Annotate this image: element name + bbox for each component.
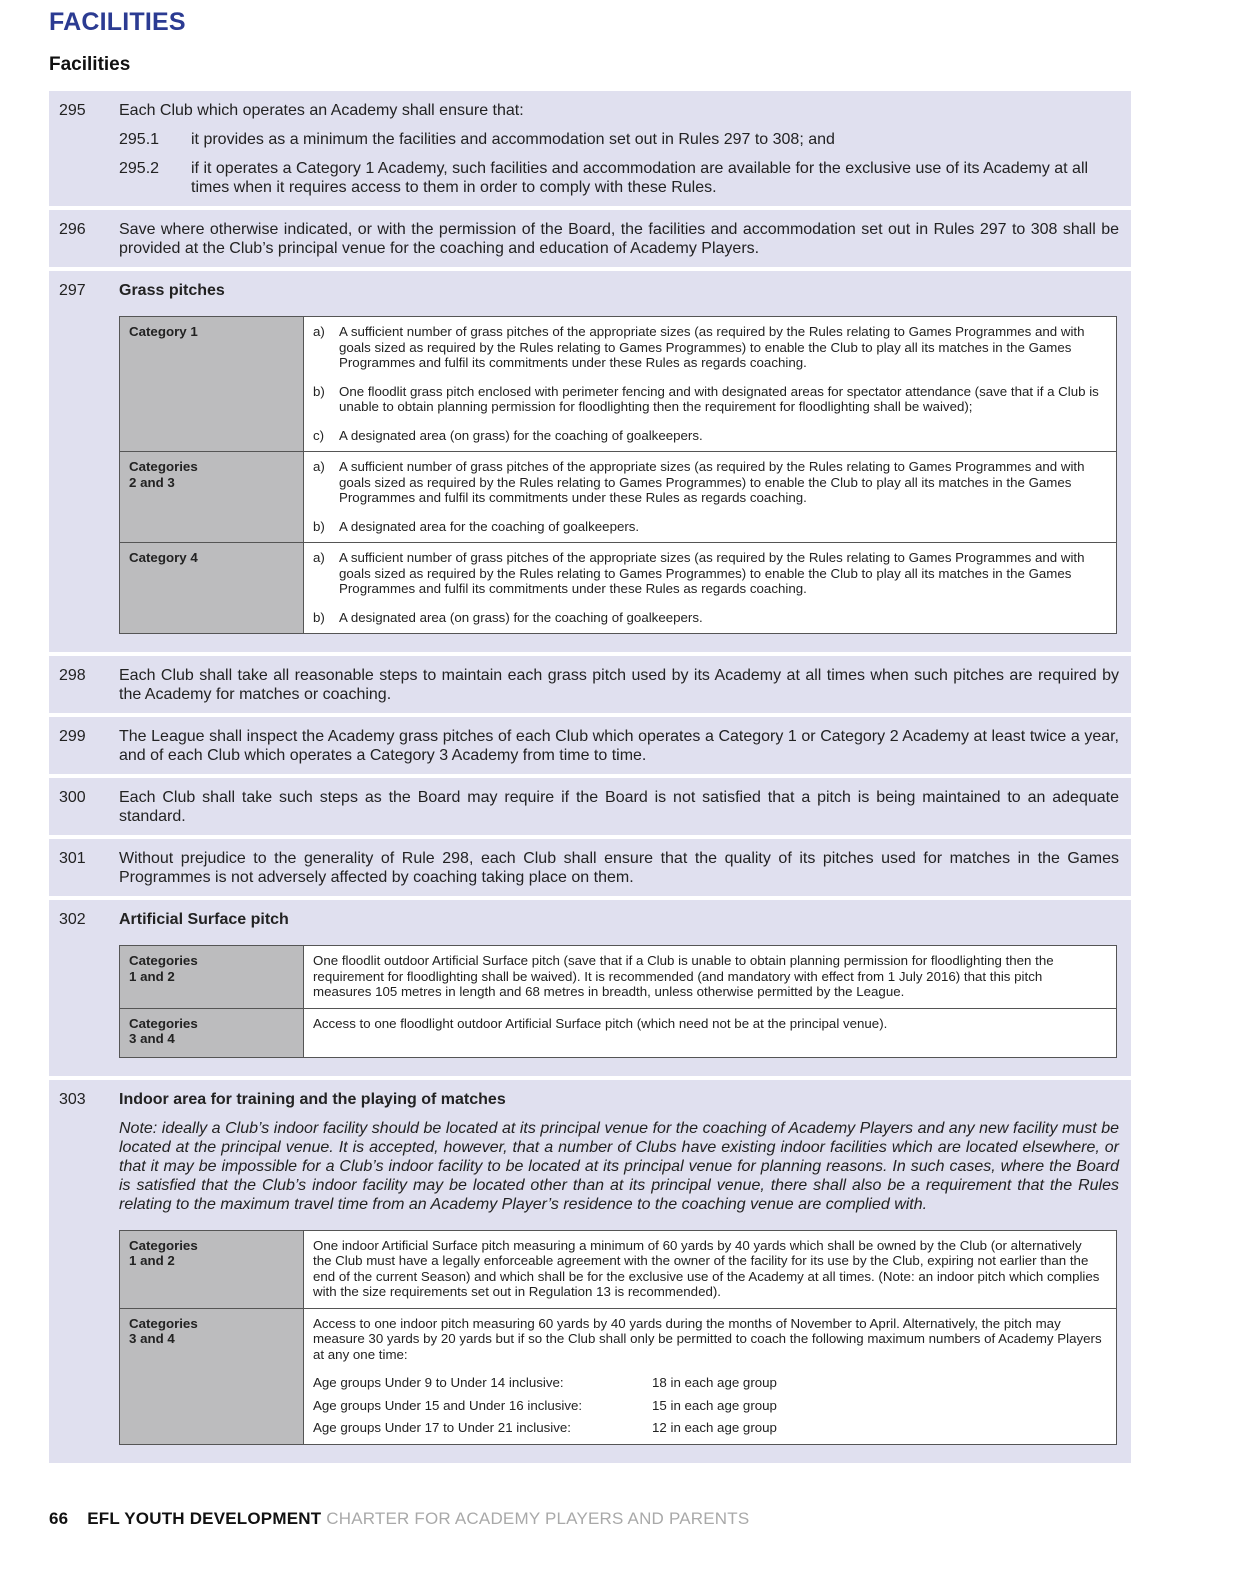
rule-number: 299 xyxy=(59,728,86,745)
requirement-item: b) One floodlit grass pitch enclosed with perimeter fencing and with designated areas for spectator attendance (save that if a Club is unable to obtain planning permission for floodlighting then the requirement for floodlighting shall be waived); xyxy=(313,383,1099,414)
rule-299 xyxy=(49,717,1131,774)
footer-subtitle: CHARTER FOR ACADEMY PLAYERS AND PARENTS xyxy=(326,1509,750,1528)
requirement-item: a) A sufficient number of grass pitches of the appropriate sizes (as required by the Rules relating to Games Programmes and with goals sized as required by the Rules relating to Games Programmes) to enable the Club to play all its matches in the Games Programmes and fulfil its commitments under these Rules as regards coaching. xyxy=(313,459,1085,505)
sub-rule-295-1 xyxy=(119,130,1119,149)
sub-rule-number: 295.1 xyxy=(119,131,160,148)
rule-number: 300 xyxy=(59,789,86,806)
rule-298 xyxy=(49,656,1131,713)
requirement-item: a) A sufficient number of grass pitches of the appropriate sizes (as required by the Rules relating to Games Programmes and with goals sized as required by the Rules relating to Games Programmes) to enable the Club to play all its matches in the Games Programmes and fulfil its commitments under these Rules as regards coaching. xyxy=(313,324,1085,370)
rule-number: 295 xyxy=(59,102,86,119)
table-row xyxy=(120,946,1117,1009)
category-cell: Categories 2 and 3 xyxy=(120,452,304,543)
rule-heading: Artificial Surface pitch xyxy=(119,911,289,928)
table-row xyxy=(120,452,1117,543)
requirement-cell: One floodlit outdoor Artificial Surface pitch (save that if a Club is unable to obtain planning permission for floodlighting then the requirement for floodlighting shall be waived). It is recommended (and mandatory with effect from 1 July 2016) that this pitch measures 105 metres in length and 68 metres in breadth, unless otherwise permitted by the League. xyxy=(304,946,1117,1009)
table-row xyxy=(120,1008,1117,1057)
requirement-cell xyxy=(304,1308,1117,1444)
section-title: Facilities xyxy=(49,54,131,75)
requirement-text: Access to one indoor pitch measuring 60 yards by 40 yards during the months of November to April. Alternatively, the pitch may measure 30 yards by 20 yards but if so the Club shall only be permitted to coach the following maximum numbers of Academy Players at any one time: xyxy=(313,1315,1102,1362)
rule-number: 297 xyxy=(59,282,86,299)
age-group-row: Age groups Under 17 to Under 21 inclusive: 12 in each age group xyxy=(313,1420,777,1435)
rule-text: Save where otherwise indicated, or with the permission of the Board, the facilities and accommodation set out in Rules 297 to 308 shall be provided at the Club’s principal venue for the coaching and education of Academy Players. xyxy=(119,221,1119,257)
requirement-cell xyxy=(304,543,1117,634)
age-group-row: Age groups Under 15 and Under 16 inclusive: 15 in each age group xyxy=(313,1397,777,1413)
table-row xyxy=(120,543,1117,634)
table-row xyxy=(120,317,1117,452)
rule-text: Without prejudice to the generality of Rule 298, each Club shall ensure that the quality of its pitches used for matches in the Games Programmes is not adversely affected by coaching taking place on them. xyxy=(119,850,1119,886)
requirement-item: c) A designated area (on grass) for the coaching of goalkeepers. xyxy=(313,427,703,443)
rule-295 xyxy=(49,91,1131,206)
category-cell: Categories 3 and 4 xyxy=(120,1308,304,1444)
rule-text: Each Club shall take such steps as the Board may require if the Board is not satisfied that a pitch is being maintained to an adequate standard. xyxy=(119,789,1119,825)
requirement-cell xyxy=(304,317,1117,452)
table-row xyxy=(120,1230,1117,1308)
footer-brand: EFL YOUTH DEVELOPMENT xyxy=(87,1509,322,1528)
rule-number: 301 xyxy=(59,850,86,867)
rule-303 xyxy=(49,1080,1131,1463)
rule-301 xyxy=(49,839,1131,896)
requirement-item: a) A sufficient number of grass pitches of the appropriate sizes (as required by the Rules relating to Games Programmes and with goals sized as required by the Rules relating to Games Programmes) to enable the Club to play all its matches in the Games Programmes and fulfil its commitments under these Rules as regards coaching. xyxy=(313,550,1085,596)
rule-296 xyxy=(49,210,1131,267)
page-footer xyxy=(49,1509,749,1529)
grass-pitches-table xyxy=(119,316,1117,634)
rule-302 xyxy=(49,900,1131,1076)
category-cell: Categories 1 and 2 xyxy=(120,946,304,1009)
sub-rule-number: 295.2 xyxy=(119,160,160,177)
rule-text: The League shall inspect the Academy grass pitches of each Club which operates a Category 1 or Category 2 Academy at least twice a year, and of each Club which operates a Category 3 Academy from time to time. xyxy=(119,728,1119,764)
rule-heading: Indoor area for training and the playing of matches xyxy=(119,1090,506,1108)
table-row xyxy=(120,1308,1117,1444)
rule-text: Each Club shall take all reasonable steps to maintain each grass pitch used by its Academy at all times when such pitches are required by the Academy for matches or coaching. xyxy=(119,667,1119,703)
rule-number: 296 xyxy=(59,221,86,238)
rule-number: 303 xyxy=(59,1090,86,1108)
category-cell: Category 4 xyxy=(120,543,304,634)
sub-rule-text: if it operates a Category 1 Academy, such facilities and accommodation are available for the exclusive use of its Academy at all times when it requires access to them in order to comply with these Rules. xyxy=(191,160,1089,196)
rules-list xyxy=(49,91,1131,1467)
page-title: FACILITIES xyxy=(49,8,186,36)
rule-text: Each Club which operates an Academy shall ensure that: xyxy=(119,102,524,119)
rule-300 xyxy=(49,778,1131,835)
category-cell: Category 1 xyxy=(120,317,304,452)
rule-number: 298 xyxy=(59,667,86,684)
category-cell: Categories 3 and 4 xyxy=(120,1008,304,1057)
requirement-cell: One indoor Artificial Surface pitch measuring a minimum of 60 yards by 40 yards which shall be owned by the Club (or alternatively the Club must have a legally enforceable agreement with the owner of the facility for its use by the Club, expiring not earlier than the end of the current Season) and which shall be for the exclusive use of the Academy at all times. (Note: an indoor pitch which complies with the size requirements set out in Regulation 13 is recommended). xyxy=(304,1230,1117,1308)
rule-number: 302 xyxy=(59,911,86,928)
requirement-cell: Access to one floodlight outdoor Artificial Surface pitch (which need not be at the principal venue). xyxy=(304,1008,1117,1057)
rule-note: Note: ideally a Club’s indoor facility should be located at its principal venue for the coaching of Academy Players and any new facility must be located at the principal venue. It is accepted, however, that a number of Clubs have existing indoor facilities which are located elsewhere, or that it may be impossible for a Club’s indoor facility to be located at its principal venue for planning reasons. In such cases, where the Board is satisfied that the Club’s indoor facility may be located other than at its principal venue, there shall also be a requirement that the Rules relating to the maximum travel time from an Academy Player’s residence to the coaching venue are complied with. xyxy=(119,1119,1119,1213)
page-number: 66 xyxy=(49,1509,69,1528)
artificial-pitch-table xyxy=(119,945,1117,1058)
sub-rule-text: it provides as a minimum the facilities and accommodation set out in Rules 297 to 308; and xyxy=(191,131,835,148)
requirement-item: b) A designated area for the coaching of goalkeepers. xyxy=(313,518,640,534)
age-group-row: Age groups Under 9 to Under 14 inclusive: 18 in each age group xyxy=(313,1375,777,1390)
sub-rule-295-2 xyxy=(119,159,1119,197)
requirement-item: b) A designated area (on grass) for the coaching of goalkeepers. xyxy=(313,609,703,625)
rule-heading: Grass pitches xyxy=(119,282,225,299)
requirement-cell xyxy=(304,452,1117,543)
rule-297 xyxy=(49,271,1131,652)
indoor-area-table xyxy=(119,1230,1117,1445)
category-cell: Categories 1 and 2 xyxy=(120,1230,304,1308)
